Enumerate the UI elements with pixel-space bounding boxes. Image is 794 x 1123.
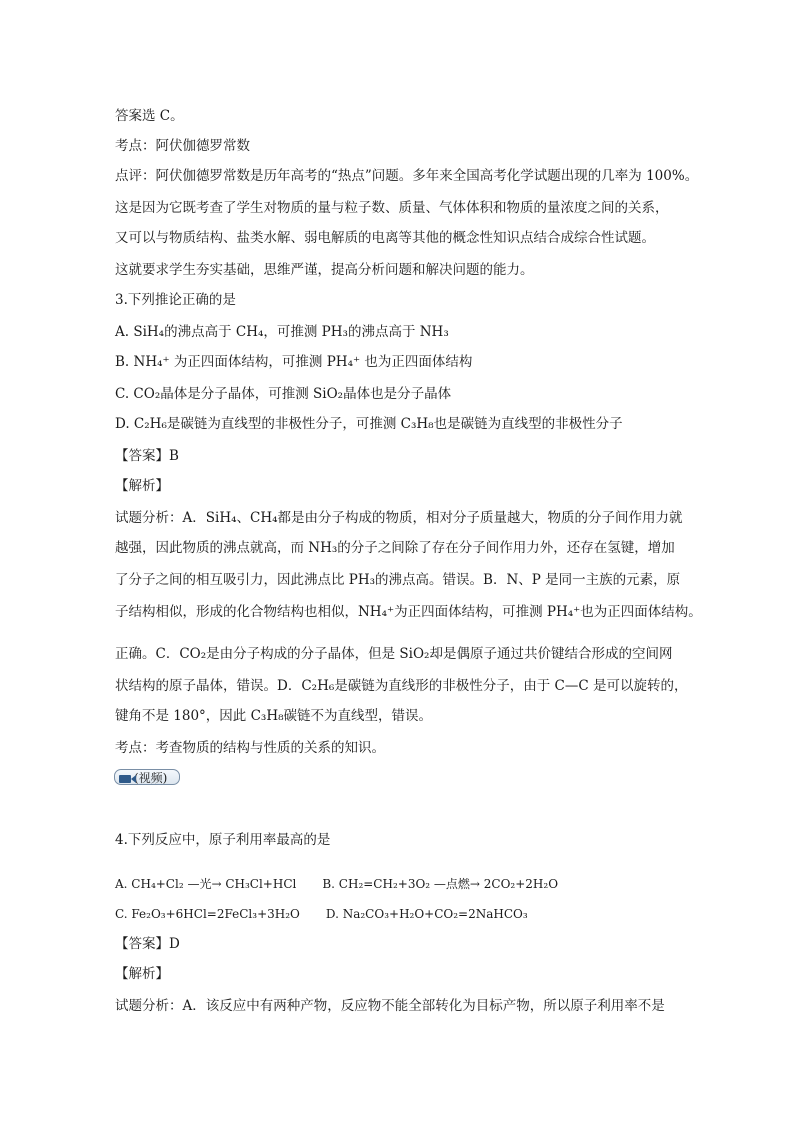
q3-option-c: C. CO₂晶体是分子晶体，可推测 SiO₂晶体也是分子晶体 <box>115 386 452 402</box>
q3-analysis-line-2: 越强，因此物质的沸点就高，而 NH₃的分子之间除了存在分子间作用力外，还存在氢键，增加 <box>115 540 675 556</box>
q3-analysis-line-1: 试题分析：A．SiH₄、CH₄都是由分子构成的物质，相对分子质量越大，物质的分子间作用力就 <box>115 510 683 526</box>
q3-analysis-line-7: 键角不是 180°，因此 C₃H₈碳链不为直线型，错误。 <box>115 708 433 724</box>
answer-line: 答案选 C。 <box>115 108 184 124</box>
question-3-title: 3.下列推论正确的是 <box>115 292 236 308</box>
q4-option-b: B. CH₂=CH₂+3O₂ —点燃→ 2CO₂+2H₂O <box>322 877 559 891</box>
q3-analysis-line-4: 子结构相似，形成的化合物结构也相似，NH₄⁺为正四面体结构，可推测 PH₄⁺也为正四面体结构。 <box>115 604 702 620</box>
q3-option-d: D. C₂H₆是碳链为直线型的非极性分子，可推测 C₃H₈也是碳链为直线型的非极性分子 <box>115 416 623 432</box>
q3-analysis-line-5: 正确。C．CO₂是由分子构成的分子晶体，但是 SiO₂却是偶原子通过共价键结合形成的空间网 <box>115 646 673 662</box>
q4-option-c: C. Fe₂O₃+6HCl=2FeCl₃+3H₂O <box>115 907 300 921</box>
q3-answer: 【答案】B <box>115 448 179 464</box>
q4-analysis-heading: 【解析】 <box>115 966 169 982</box>
q3-analysis-line-3: 了分子之间的相互吸引力，因此沸点比 PH₃的沸点高。错误。B．N、P 是同一主族的元素，原 <box>115 572 681 588</box>
comment-line-4: 这就要求学生夯实基础，思维严谨，提高分析问题和解决问题的能力。 <box>115 262 534 278</box>
q4-analysis-line-1: 试题分析：A．该反应中有两种产物，反应物不能全部转化为目标产物，所以原子利用率不是 <box>115 998 665 1014</box>
q3-kaodian: 考点：考查物质的结构与性质的关系的知识。 <box>115 740 385 756</box>
comment-line-1: 点评：阿伏伽德罗常数是历年高考的“热点”问题。多年来全国高考化学试题出现的几率为 100%。 <box>115 168 699 184</box>
q3-option-a: A. SiH₄的沸点高于 CH₄，可推测 PH₃的沸点高于 NH₃ <box>115 324 449 340</box>
q3-analysis-heading: 【解析】 <box>115 478 169 494</box>
q4-option-a: A. CH₄+Cl₂ —光→ CH₃Cl+HCl <box>115 877 297 891</box>
video-label: (视频) <box>134 771 168 785</box>
video-button[interactable] <box>114 769 180 785</box>
question-4-title: 4.下列反应中，原子利用率最高的是 <box>115 832 331 848</box>
comment-line-3: 又可以与物质结构、盐类水解、弱电解质的电离等其他的概念性知识点结合成综合性试题。 <box>115 230 655 246</box>
video-camera-icon <box>119 775 131 783</box>
q4-option-d: D. Na₂CO₃+H₂O+CO₂=2NaHCO₃ <box>325 907 528 921</box>
q4-options-row-1 <box>115 874 558 894</box>
q3-analysis-line-6: 状结构的原子晶体，错误。D．C₂H₆是碳链为直线形的非极性分子，由于 C—C 是可以旋转的， <box>115 678 688 694</box>
kaodian-line: 考点：阿伏伽德罗常数 <box>115 138 250 154</box>
q4-options-row-2 <box>115 904 528 924</box>
q4-answer: 【答案】D <box>115 936 180 952</box>
comment-line-2: 这是因为它既考查了学生对物质的量与粒子数、质量、气体体积和物质的量浓度之间的关系， <box>115 200 669 216</box>
q3-option-b: B. NH₄⁺ 为正四面体结构，可推测 PH₄⁺ 也为正四面体结构 <box>115 354 473 370</box>
